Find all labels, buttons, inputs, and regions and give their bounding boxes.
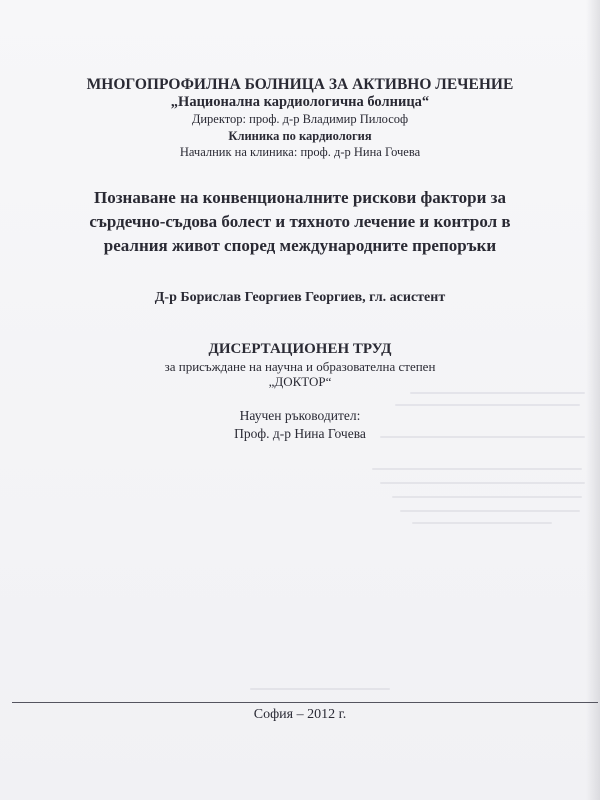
- director-line: Директор: проф. д-р Владимир Пилософ: [191, 112, 409, 126]
- thesis-title-line: сърдечно-съдова болест и тяхното лечение и контрол в: [89, 212, 511, 231]
- hospital-name: „Национална кардиологична болница“: [170, 94, 430, 110]
- dissertation-purpose: за присъждане на научна и образователна степен: [164, 359, 436, 374]
- thesis-title-line: реалния живот според международните препоръки: [103, 236, 497, 255]
- bleed-through-mark: [412, 522, 552, 524]
- dissertation-block: [0, 339, 600, 390]
- bleed-through-mark: [410, 392, 585, 394]
- bleed-through-mark: [392, 496, 582, 498]
- clinic-name: Клиника по кардиология: [228, 129, 372, 143]
- bleed-through-mark: [400, 510, 580, 512]
- bleed-through-mark: [372, 468, 582, 470]
- place-and-year: София – 2012 г.: [253, 707, 347, 722]
- advisor-label: Научен ръководител:: [239, 408, 361, 423]
- bleed-through-mark: [395, 404, 580, 406]
- clinic-head-line: Началник на клиника: проф. д-р Нина Гочева: [179, 145, 421, 159]
- dissertation-heading: ДИСЕРТАЦИОНЕН ТРУД: [208, 341, 392, 357]
- bleed-through-mark: [250, 688, 390, 690]
- degree-name: „ДОКТОР“: [268, 374, 332, 389]
- advisor-name: Проф. д-р Нина Гочева: [234, 426, 366, 441]
- footer-divider: [12, 702, 598, 703]
- bleed-through-mark: [380, 482, 585, 484]
- hospital-type: МНОГОПРОФИЛНА БОЛНИЦА ЗА АКТИВНО ЛЕЧЕНИЕ: [86, 76, 514, 93]
- institution-header: [0, 76, 600, 161]
- author-name: Д-р Борислав Георгиев Георгиев, гл. асистент: [154, 290, 446, 305]
- thesis-title-line: Познаване на конвенционалните рискови фактори за: [93, 188, 507, 207]
- advisor-block: [0, 407, 600, 443]
- author-block: [0, 288, 600, 308]
- thesis-title: [0, 186, 600, 258]
- footer: [0, 706, 600, 724]
